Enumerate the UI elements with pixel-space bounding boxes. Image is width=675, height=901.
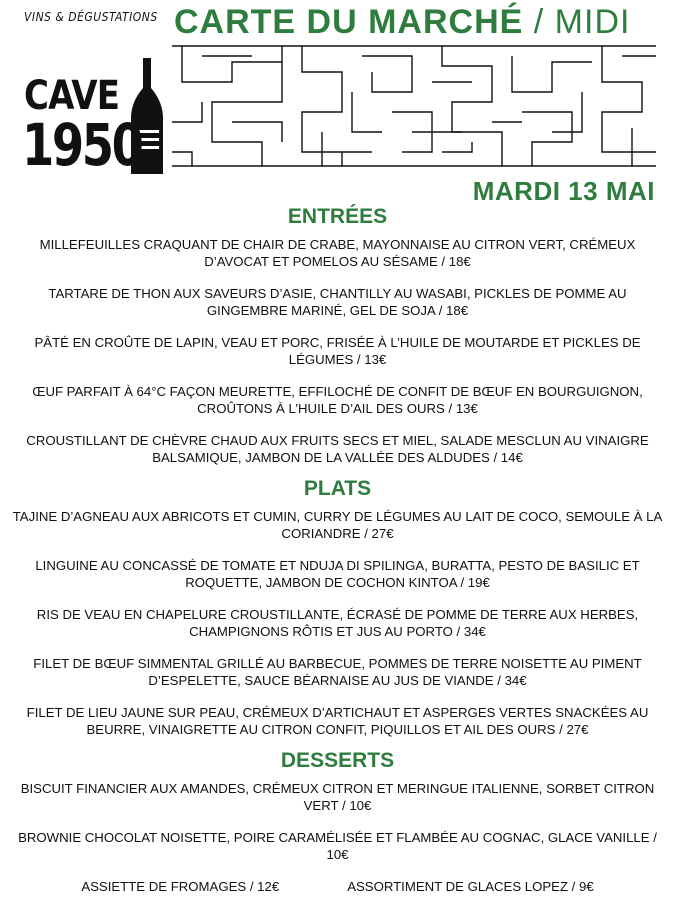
menu-body — [0, 204, 675, 895]
dish-item: ASSORTIMENT DE GLACES LOPEZ / 9€ — [347, 879, 594, 894]
page-title — [174, 2, 630, 42]
menu-date: MARDI 13 MAI — [472, 176, 655, 206]
dish-item: PÂTÉ EN CROÛTE DE LAPIN, VEAU ET PORC, FRISÉE À L’HUILE DE MOUTARDE ET PICKLES DE LÉGUMES / 13€ — [34, 335, 641, 367]
title-subtitle: MIDI — [554, 3, 631, 41]
dish-item: ŒUF PARFAIT À 64°C FAÇON MEURETTE, EFFILOCHÉ DE CONFIT DE BŒUF EN BOURGUIGNON, CROÛTONS À L’HUILE D’AIL DES OURS / 13€ — [32, 384, 643, 416]
brand-tagline: VINS & DÉGUSTATIONS — [24, 10, 158, 24]
section-title-entrees: ENTRÉES — [287, 205, 388, 228]
dish-item: MILLEFEUILLES CRAQUANT DE CHAIR DE CRABE, MAYONNAISE AU CITRON VERT, CRÉMEUX D’AVOCAT ET POMELOS AU SÉSAME / 18€ — [39, 237, 636, 269]
desserts-last-row — [0, 878, 675, 895]
dish-item: BROWNIE CHOCOLAT NOISETTE, POIRE CARAMÉLISÉE ET FLAMBÉE AU COGNAC, GLACE VANILLE / 10€ — [18, 830, 657, 862]
dish-item: FILET DE LIEU JAUNE SUR PEAU, CRÉMEUX D’ARTICHAUT ET ASPERGES VERTES SNACKÉES AU BEURRE, VINAIGRETTE AU CITRON CONFIT, PIQUILLOS ET AIL DES OURS / 27€ — [26, 705, 649, 737]
dish-item: TAJINE D’AGNEAU AUX ABRICOTS ET CUMIN, CURRY DE LÉGUMES AU LAIT DE COCO, SEMOULE À LA CORIANDRE / 27€ — [12, 509, 663, 541]
brand-year: 1950 — [22, 111, 142, 179]
logo — [14, 6, 164, 179]
dish-item: TARTARE DE THON AUX SAVEURS D’ASIE, CHANTILLY AU WASABI, PICKLES DE POMME AU GINGEMBRE MARINÉ, GEL DE SOJA / 18€ — [48, 286, 627, 318]
dish-item: BISCUIT FINANCIER AUX AMANDES, CRÉMEUX CITRON ET MERINGUE ITALIENNE, SORBET CITRON VERT / 10€ — [20, 781, 655, 813]
maze-decoration — [172, 42, 656, 170]
brand-name: CAVE — [24, 73, 120, 119]
section-title-plats: PLATS — [303, 477, 372, 500]
section-title-desserts: DESSERTS — [280, 749, 395, 772]
dish-item: RIS DE VEAU EN CHAPELURE CROUSTILLANTE, ÉCRASÉ DE POMME DE TERRE AUX HERBES, CHAMPIGNONS RÔTIS ET JUS AU PORTO / 34€ — [36, 607, 639, 639]
dish-item: CROUSTILLANT DE CHÈVRE CHAUD AUX FRUITS SECS ET MIEL, SALADE MESCLUN AU VINAIGRE BALSAMIQUE, JAMBON DE LA VALLÉE DES ALDUDES / 14€ — [26, 433, 649, 465]
dish-item: LINGUINE AU CONCASSÉ DE TOMATE ET NDUJA DI SPILINGA, BURATTA, PESTO DE BASILIC ET ROQUETTE, JAMBON DE COCHON KINTOA / 19€ — [35, 558, 640, 590]
title-separator: / — [523, 3, 555, 41]
dish-item: ASSIETTE DE FROMAGES / 12€ — [81, 879, 280, 894]
dish-item: FILET DE BŒUF SIMMENTAL GRILLÉ AU BARBECUE, POMMES DE TERRE NOISETTE AU PIMENT D’ESPELETTE, SAUCE BÉARNAISE AU JUS DE VIANDE / 34€ — [33, 656, 642, 688]
title-main: CARTE DU MARCHÉ — [174, 3, 524, 41]
